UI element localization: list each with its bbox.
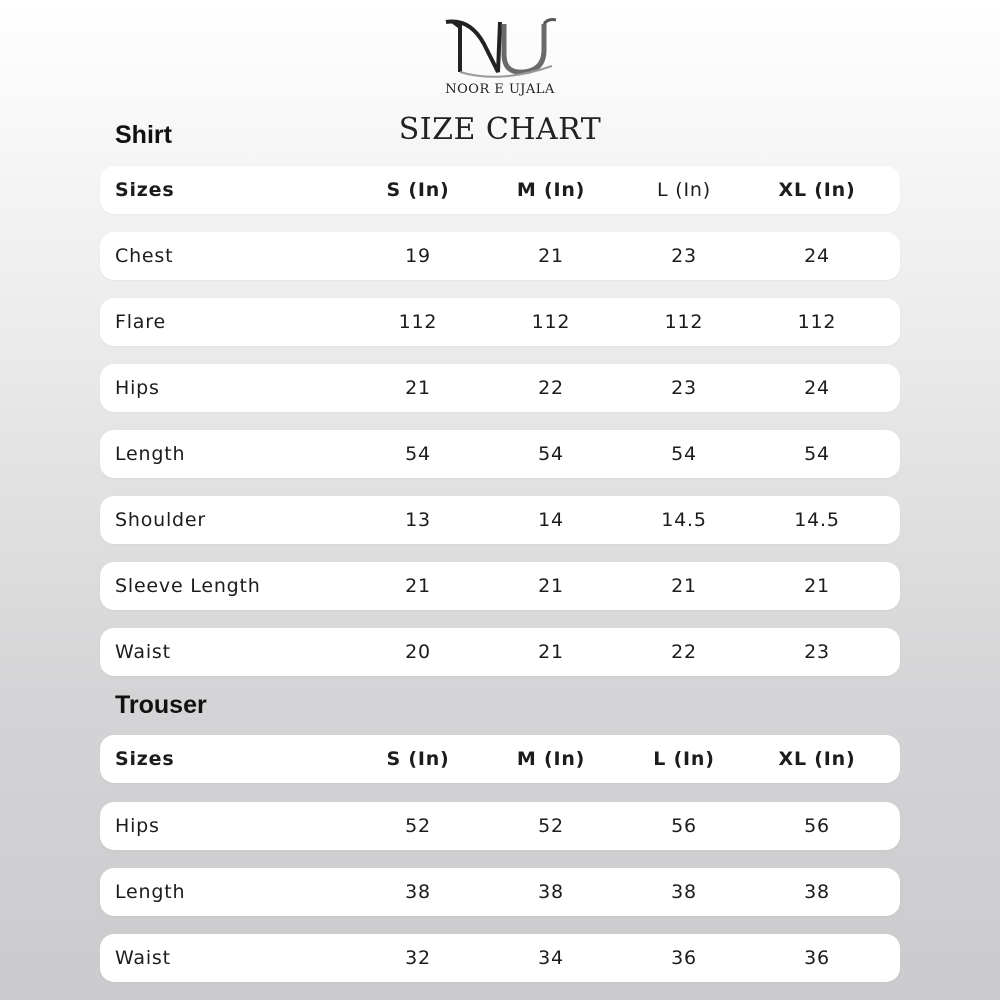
header-l: L (In) (657, 179, 711, 201)
section-title-shirt: Shirt (115, 121, 172, 149)
measurement-label: Chest (115, 245, 174, 267)
value-xl: 36 (804, 947, 830, 969)
value-l: 54 (671, 443, 697, 465)
value-m: 112 (531, 311, 571, 333)
value-m: 21 (538, 245, 564, 267)
value-l: 23 (671, 377, 697, 399)
header-sizes: Sizes (115, 179, 175, 201)
brand-name: NOOR E UJALA (445, 82, 555, 97)
value-xl: 23 (804, 641, 830, 663)
value-l: 22 (671, 641, 697, 663)
table-row (100, 298, 900, 346)
value-xl: 38 (804, 881, 830, 903)
table-row (100, 232, 900, 280)
header-xl: XL (In) (778, 179, 856, 201)
measurement-label: Shoulder (115, 509, 207, 531)
measurement-label: Waist (115, 947, 171, 969)
value-l: 38 (671, 881, 697, 903)
measurement-label: Sleeve Length (115, 575, 261, 597)
value-s: 19 (405, 245, 431, 267)
header-m: M (In) (516, 748, 586, 770)
measurement-label: Waist (115, 641, 171, 663)
value-m: 22 (538, 377, 564, 399)
trouser-header-row (100, 735, 900, 783)
value-m: 34 (538, 947, 564, 969)
value-s: 54 (405, 443, 431, 465)
value-s: 20 (405, 641, 431, 663)
table-row (100, 628, 900, 676)
measurement-label: Length (115, 443, 186, 465)
value-m: 52 (538, 815, 564, 837)
header-sizes: Sizes (115, 748, 175, 770)
value-xl: 24 (804, 245, 830, 267)
table-row (100, 364, 900, 412)
table-row (100, 934, 900, 982)
value-xl: 24 (804, 377, 830, 399)
section-title-trouser: Trouser (115, 691, 207, 719)
value-m: 14 (538, 509, 564, 531)
value-l: 23 (671, 245, 697, 267)
header-s: S (In) (386, 748, 450, 770)
page-title: SIZE CHART (398, 112, 602, 147)
value-xl: 112 (797, 311, 837, 333)
shirt-header-row (100, 166, 900, 214)
value-xl: 56 (804, 815, 830, 837)
value-s: 13 (405, 509, 431, 531)
value-l: 21 (671, 575, 697, 597)
value-l: 56 (671, 815, 697, 837)
value-l: 36 (671, 947, 697, 969)
value-m: 38 (538, 881, 564, 903)
value-s: 112 (398, 311, 438, 333)
value-m: 21 (538, 641, 564, 663)
value-l: 112 (664, 311, 704, 333)
table-row (100, 868, 900, 916)
brand-logo (440, 14, 560, 104)
header-s: S (In) (386, 179, 450, 201)
value-xl: 54 (804, 443, 830, 465)
table-row (100, 802, 900, 850)
value-s: 21 (405, 377, 431, 399)
table-row (100, 430, 900, 478)
measurement-label: Hips (115, 815, 160, 837)
value-m: 54 (538, 443, 564, 465)
value-l: 14.5 (661, 509, 707, 531)
value-xl: 14.5 (794, 509, 840, 531)
measurement-label: Flare (115, 311, 166, 333)
header-l: L (In) (653, 748, 715, 770)
table-row (100, 496, 900, 544)
value-s: 32 (405, 947, 431, 969)
measurement-label: Hips (115, 377, 160, 399)
value-s: 38 (405, 881, 431, 903)
value-s: 21 (405, 575, 431, 597)
header-m: M (In) (516, 179, 586, 201)
nu-monogram-logo (440, 14, 560, 80)
value-m: 21 (538, 575, 564, 597)
header-xl: XL (In) (778, 748, 856, 770)
table-row (100, 562, 900, 610)
measurement-label: Length (115, 881, 186, 903)
value-xl: 21 (804, 575, 830, 597)
value-s: 52 (405, 815, 431, 837)
